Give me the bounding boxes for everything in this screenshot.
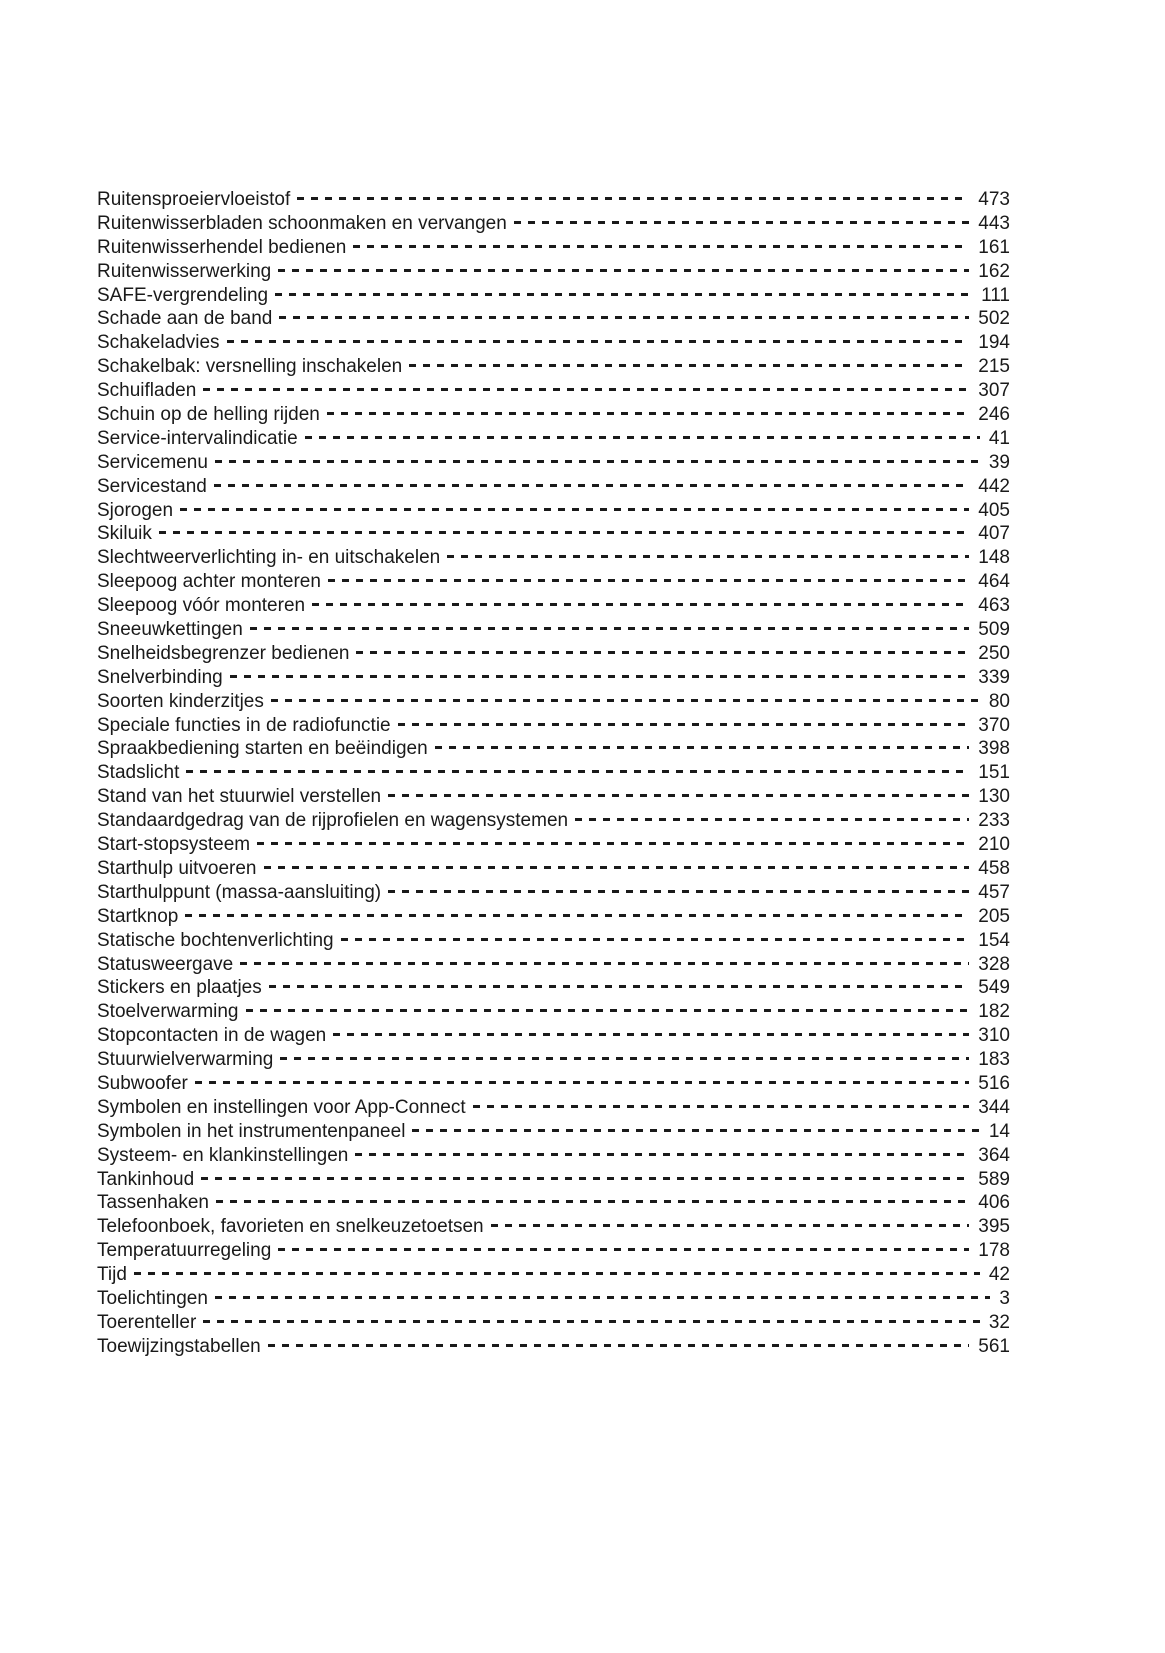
dotted-leader (186, 770, 969, 773)
dotted-leader (491, 1224, 970, 1227)
index-entry (97, 1287, 1010, 1311)
index-entry (97, 905, 1010, 929)
index-entry-page: 148 (978, 547, 1010, 569)
index-entry-page: 80 (988, 690, 1010, 712)
index-entry-label: Systeem- en klankinstellingen (97, 1144, 349, 1166)
index-entry (97, 594, 1010, 618)
index-entry-label: Symbolen in het instrumentenpaneel (97, 1120, 406, 1142)
dotted-leader (269, 985, 970, 988)
dotted-leader (264, 866, 970, 869)
index-entry-page: 344 (978, 1096, 1010, 1118)
index-entry-label: Subwoofer (97, 1072, 188, 1094)
index-entry (97, 379, 1010, 403)
index-entry-page: 407 (978, 523, 1010, 545)
index-entry-label: Toewijzingstabellen (97, 1335, 261, 1357)
index-list (97, 188, 1010, 1359)
dotted-leader (388, 890, 969, 893)
index-entry-page: 250 (978, 642, 1010, 664)
dotted-leader (195, 1081, 969, 1084)
index-entry-label: Statusweergave (97, 953, 234, 975)
index-entry-label: Schuin op de helling rijden (97, 404, 320, 426)
index-entry-page: 14 (988, 1120, 1010, 1142)
index-entry (97, 403, 1010, 427)
index-entry (97, 953, 1010, 977)
index-entry-page: 3 (999, 1287, 1010, 1309)
index-entry-page: 162 (978, 260, 1010, 282)
index-entry-label: Tijd (97, 1264, 127, 1286)
dotted-leader (227, 340, 970, 343)
index-entry-label: Snelheidsbegrenzer bedienen (97, 642, 350, 664)
index-entry-label: Startknop (97, 905, 179, 927)
index-entry (97, 642, 1010, 666)
index-entry-page: 464 (978, 571, 1010, 593)
index-entry-page: 182 (978, 1001, 1010, 1023)
index-entry-label: Sleepoog achter monteren (97, 571, 321, 593)
index-entry (97, 1168, 1010, 1192)
index-entry-page: 502 (978, 308, 1010, 330)
index-entry-page: 561 (978, 1335, 1010, 1357)
dotted-leader (575, 818, 969, 821)
index-entry-label: Tankinhoud (97, 1168, 195, 1190)
index-entry-label: Start-stopsysteem (97, 834, 251, 856)
dotted-leader (201, 1177, 969, 1180)
dotted-leader (341, 938, 970, 941)
index-entry-page: 210 (978, 834, 1010, 856)
index-entry-label: Stand van het stuurwiel verstellen (97, 786, 382, 808)
index-entry (97, 188, 1010, 212)
index-entry (97, 331, 1010, 355)
dotted-leader (240, 962, 969, 965)
index-entry (97, 570, 1010, 594)
index-entry-label: Schakelbak: versnelling inschakelen (97, 356, 403, 378)
index-entry (97, 1048, 1010, 1072)
index-entry-page: 328 (978, 953, 1010, 975)
index-entry (97, 546, 1010, 570)
dotted-leader (159, 531, 969, 534)
dotted-leader (388, 794, 969, 797)
index-entry (97, 1239, 1010, 1263)
index-entry (97, 976, 1010, 1000)
index-entry (97, 1072, 1010, 1096)
index-entry-page: 473 (978, 189, 1010, 210)
index-entry-page: 463 (978, 595, 1010, 617)
index-entry-label: Servicemenu (97, 451, 208, 473)
index-entry-label: Sleepoog vóór monteren (97, 595, 306, 617)
dotted-leader (257, 842, 969, 845)
index-entry-page: 509 (978, 619, 1010, 641)
index-entry (97, 785, 1010, 809)
index-entry-page: 457 (978, 881, 1010, 903)
index-entry-page: 41 (988, 427, 1010, 449)
dotted-leader (134, 1272, 980, 1275)
dotted-leader (305, 436, 980, 439)
index-entry-label: Stuurwielverwarming (97, 1049, 274, 1071)
index-entry (97, 761, 1010, 785)
index-entry-page: 111 (981, 284, 1010, 306)
index-entry-label: Snelverbinding (97, 666, 223, 688)
index-entry-page: 442 (978, 475, 1010, 497)
index-entry (97, 1120, 1010, 1144)
dotted-leader (214, 484, 969, 487)
index-entry-page: 310 (978, 1025, 1010, 1047)
index-entry-page: 233 (978, 810, 1010, 832)
dotted-leader (435, 746, 970, 749)
index-entry (97, 1263, 1010, 1287)
index-entry (97, 427, 1010, 451)
index-entry-page: 370 (978, 714, 1010, 736)
index-entry-label: Ruitenwisserbladen schoonmaken en vervangen (97, 212, 507, 234)
index-entry-label: SAFE-vergrendeling (97, 284, 269, 306)
index-entry-page: 183 (978, 1049, 1010, 1071)
index-entry (97, 857, 1010, 881)
index-entry-label: Sneeuwkettingen (97, 619, 243, 641)
index-entry-label: Symbolen en instellingen voor App-Connect (97, 1096, 466, 1118)
dotted-leader (514, 221, 969, 224)
index-entry-page: 161 (978, 236, 1010, 258)
dotted-leader (312, 603, 969, 606)
dotted-leader (398, 723, 970, 726)
index-entry-label: Spraakbediening starten en beëindigen (97, 738, 428, 760)
index-entry-page: 151 (978, 762, 1010, 784)
index-entry-page: 364 (978, 1144, 1010, 1166)
dotted-leader (447, 555, 969, 558)
index-entry (97, 881, 1010, 905)
index-entry-page: 178 (978, 1240, 1010, 1262)
index-entry-page: 194 (978, 332, 1010, 354)
index-entry-label: Starthulp uitvoeren (97, 857, 257, 879)
index-entry (97, 1144, 1010, 1168)
dotted-leader (216, 1200, 969, 1203)
dotted-leader (185, 914, 969, 917)
index-entry-label: Sjorogen (97, 499, 174, 521)
dotted-leader (203, 388, 969, 391)
index-entry-page: 32 (988, 1311, 1010, 1333)
index-entry-label: Soorten kinderzitjes (97, 690, 264, 712)
index-entry-label: Telefoonboek, favorieten en snelkeuzetoetsen (97, 1216, 484, 1238)
dotted-leader (353, 245, 969, 248)
index-entry-label: Schuifladen (97, 380, 197, 402)
index-entry (97, 618, 1010, 642)
index-entry-label: Skiluik (97, 523, 152, 545)
index-entry-page: 39 (988, 451, 1010, 473)
dotted-leader (215, 1296, 991, 1299)
index-entry-label: Service-intervalindicatie (97, 427, 298, 449)
index-entry-page: 395 (978, 1216, 1010, 1238)
index-entry (97, 475, 1010, 499)
dotted-leader (278, 269, 969, 272)
index-entry-label: Stoelverwarming (97, 1001, 239, 1023)
index-entry-label: Statische bochtenverlichting (97, 929, 334, 951)
dotted-leader (356, 651, 969, 654)
index-entry (97, 1215, 1010, 1239)
index-entry (97, 666, 1010, 690)
index-entry-label: Temperatuurregeling (97, 1240, 272, 1262)
dotted-leader (297, 197, 969, 200)
index-entry-label: Starthulppunt (massa-aansluiting) (97, 881, 382, 903)
index-entry-page: 405 (978, 499, 1010, 521)
index-entry-label: Stickers en plaatjes (97, 977, 262, 999)
dotted-leader (246, 1009, 970, 1012)
dotted-leader (250, 627, 970, 630)
dotted-leader (268, 1344, 970, 1347)
dotted-leader (215, 460, 980, 463)
index-entry (97, 260, 1010, 284)
index-entry (97, 522, 1010, 546)
index-entry (97, 236, 1010, 260)
index-entry-label: Schade aan de band (97, 308, 273, 330)
index-entry (97, 355, 1010, 379)
dotted-leader (355, 1153, 969, 1156)
index-entry-page: 246 (978, 404, 1010, 426)
index-entry-label: Speciale functies in de radiofunctie (97, 714, 391, 736)
index-entry (97, 1191, 1010, 1215)
index-entry (97, 714, 1010, 738)
dotted-leader (203, 1320, 980, 1323)
index-entry (97, 499, 1010, 523)
index-entry (97, 284, 1010, 308)
index-entry (97, 737, 1010, 761)
dotted-leader (275, 293, 972, 296)
index-entry (97, 929, 1010, 953)
index-entry-page: 215 (978, 356, 1010, 378)
index-entry-label: Servicestand (97, 475, 207, 497)
index-entry-page: 406 (978, 1192, 1010, 1214)
index-entry-page: 154 (978, 929, 1010, 951)
index-entry (97, 690, 1010, 714)
index-entry (97, 833, 1010, 857)
dotted-leader (328, 579, 969, 582)
index-entry-page: 42 (988, 1264, 1010, 1286)
dotted-leader (279, 316, 969, 319)
dotted-leader (327, 412, 969, 415)
index-entry-page: 549 (978, 977, 1010, 999)
dotted-leader (280, 1057, 969, 1060)
index-entry (97, 809, 1010, 833)
index-entry (97, 307, 1010, 331)
dotted-leader (278, 1248, 969, 1251)
index-entry (97, 1096, 1010, 1120)
index-entry-label: Toerenteller (97, 1311, 197, 1333)
dotted-leader (230, 675, 970, 678)
index-entry-label: Standaardgedrag van de rijprofielen en wagensystemen (97, 810, 569, 832)
index-entry-label: Schakeladvies (97, 332, 220, 354)
index-entry-label: Tassenhaken (97, 1192, 209, 1214)
dotted-leader (412, 1129, 979, 1132)
dotted-leader (333, 1033, 969, 1036)
index-entry-label: Toelichtingen (97, 1287, 208, 1309)
dotted-leader (271, 699, 980, 702)
index-entry (97, 1000, 1010, 1024)
dotted-leader (180, 508, 969, 511)
index-entry-page: 130 (978, 786, 1010, 808)
index-entry-label: Slechtweerverlichting in- en uitschakelen (97, 547, 441, 569)
index-entry-label: Stopcontacten in de wagen (97, 1025, 327, 1047)
index-entry (97, 1024, 1010, 1048)
index-entry (97, 1335, 1010, 1359)
index-entry-page: 205 (978, 905, 1010, 927)
index-entry-page: 398 (978, 738, 1010, 760)
index-entry (97, 1311, 1010, 1335)
dotted-leader (473, 1105, 970, 1108)
index-entry-page: 307 (978, 380, 1010, 402)
dotted-leader (409, 364, 969, 367)
index-entry-label: Ruitensproeiervloeistof (97, 189, 291, 210)
index-entry-page: 516 (978, 1072, 1010, 1094)
index-entry-page: 339 (978, 666, 1010, 688)
index-entry-page: 589 (978, 1168, 1010, 1190)
index-entry-page: 458 (978, 857, 1010, 879)
index-entry (97, 451, 1010, 475)
index-entry (97, 212, 1010, 236)
index-entry-page: 443 (978, 212, 1010, 234)
index-entry-label: Ruitenwisserhendel bedienen (97, 236, 347, 258)
index-entry-label: Stadslicht (97, 762, 180, 784)
index-entry-label: Ruitenwisserwerking (97, 260, 272, 282)
